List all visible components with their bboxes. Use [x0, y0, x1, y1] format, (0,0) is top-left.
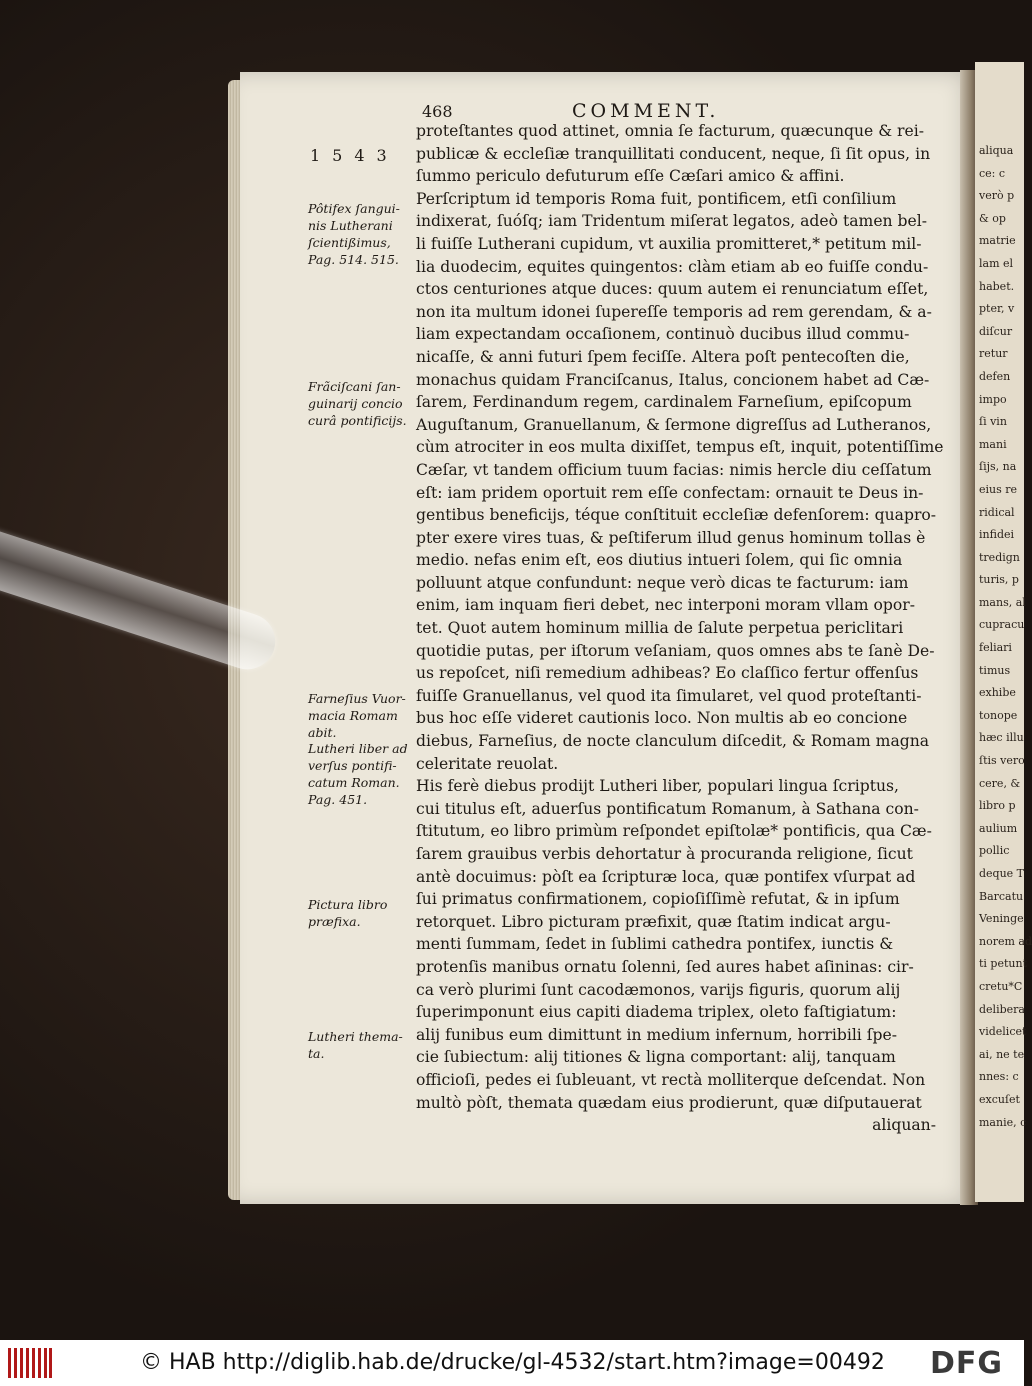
facing-page-line: matrie [979, 234, 1016, 248]
facing-page-line: habet. [979, 279, 1015, 293]
margin-note-line: abit. [308, 725, 337, 740]
margin-note-line: Farneſius Vuor- [308, 691, 406, 706]
margin-note-line: catum Roman. [308, 775, 400, 790]
body-line: proteſtantes quod attinet, omnia ſe facturum, quæcunque & rei- [416, 122, 924, 140]
facing-page-fragment [975, 62, 1032, 1202]
margin-note-line: Pictura libro [308, 897, 388, 912]
facing-page-line: pter, v [979, 302, 1015, 316]
body-line: lia duodecim, equites quingentos: clàm etiam ab eo fuiſſe condu- [416, 257, 929, 276]
body-line: Perſcriptum id temporis Roma fuit, pontificem, etſi conſilium [416, 189, 897, 208]
body-line: tet. Quot autem hominum millia de ſalute perpetua periclitari [416, 619, 904, 638]
body-text [416, 120, 944, 1137]
facing-page-line: timus [979, 663, 1011, 677]
facing-page-line: tredign [979, 550, 1020, 564]
body-line: ſtitutum, eo libro primùm reſpondet epiſtolæ* pontificis, qua Cæ- [416, 822, 932, 841]
body-line: ca verò plurimi ſunt cacodæmonos, varijs figuris, quorum alij [416, 980, 901, 999]
facing-page-line: libro p [979, 799, 1016, 813]
body-line: enim, iam inquam fieri debet, nec interponi moram vllam opor- [416, 596, 915, 615]
dfg-logo: DFG [930, 1346, 1004, 1381]
facing-page-line: pollic [979, 844, 1010, 858]
body-line: quotidie putas, per iſtorum veſaniam, quos omnes abs te ſanè De- [416, 641, 935, 660]
facing-page-line: videlicet [979, 1025, 1027, 1039]
facing-page-line: delibera [979, 1002, 1025, 1016]
body-line: Cæſar, vt tandem officium tuum facias: nimis hercle diu ceſſatum [416, 460, 932, 479]
body-line: bus hoc eſſe videret cautionis loco. Non multis ab eo concione [416, 709, 908, 728]
body-line: li fuiſſe Lutherani cupidum, vt auxilia promitteret,* petitum mil- [416, 234, 922, 253]
margin-note-line: Lutheri liber ad [308, 741, 408, 756]
facing-page-line: tonope [979, 708, 1018, 722]
margin-note-line: Lutheri thema- [308, 1029, 403, 1044]
margin-note [308, 200, 412, 268]
body-line: multò pòſt, themata quædam eius prodierunt, quæ diſputauerat [416, 1093, 922, 1112]
body-line: antè docuimus: pòſt ea ſcripturæ loca, quæ pontifex vſurpat ad [416, 867, 916, 886]
body-line: indixerat, ſuóſq; iam Tridentum miſerat legatos, adeò tamen bel- [416, 212, 928, 231]
body-line: medio. nefas enim eſt, eos diutius intueri ſolem, qui ſic omnia [416, 551, 903, 570]
body-line: cui titulus eſt, aduerſus pontificatum Romanum, à Sathana con- [416, 799, 919, 818]
margin-note-line: verſus pontifi- [308, 758, 397, 773]
facing-page-line: ſtis vero [979, 754, 1025, 768]
margin-note [308, 378, 412, 429]
footer-bar [0, 1340, 1024, 1386]
body-line: gentibus beneficijs, téque conſtituit eccleſiæ defenſorem: quapro- [416, 506, 937, 525]
facing-page-line: ſi vin [979, 415, 1007, 429]
body-line: celeritate reuolat. [416, 754, 559, 773]
body-line: publicæ & eccleſiæ tranquillitati conducent, neque, ſi ſit opus, in [416, 144, 931, 163]
facing-page-line: deque T [979, 867, 1025, 880]
facing-page-line: lam el [979, 256, 1014, 270]
body-line: eſt: iam pridem oportuit rem eſſe confectam: ornauit te Deus in- [416, 483, 924, 502]
body-line: monachus quidam Franciſcanus, Italus, concionem habet ad Cæ- [416, 370, 930, 389]
facing-page-line: defen [979, 369, 1011, 383]
facing-page-line: aulium [979, 821, 1018, 835]
body-line: His ferè diebus prodijt Lutheri liber, populari lingua ſcriptus, [416, 777, 899, 796]
facing-page-line: eius re [979, 482, 1018, 496]
facing-page-line: feliari [979, 641, 1012, 655]
margin-note [308, 1028, 412, 1062]
year-label: 1543 [310, 146, 399, 165]
margin-note-line: ſcientißimus, [308, 235, 391, 250]
footer-url[interactable]: © HAB http://diglib.hab.de/drucke/gl-4532/start.htm?image=00492 [140, 1350, 885, 1375]
facing-page-line: infidei [979, 528, 1015, 542]
body-line: diebus, Farneſius, de nocte clanculum diſcedit, & Romam magna [416, 732, 930, 751]
facing-page-line: aliqua [979, 144, 1014, 157]
margin-note [308, 690, 412, 741]
facing-page-line: nnes: c [979, 1070, 1019, 1084]
body-line: polluunt atque confundunt: neque verò dicas te facturum: iam [416, 573, 909, 592]
body-line: menti ſummam, ſedet in ſublimi cathedra pontifex, iunctis & [416, 935, 894, 954]
margin-note [308, 896, 412, 930]
body-line: pter exere vires tuas, & peſtiferum illud genus hominum tollas è [416, 528, 926, 547]
facing-page-line: exhibe [979, 686, 1016, 700]
body-line: ctos centuriones atque duces: quum autem ei renunciatum eſſet, [416, 280, 929, 299]
body-line: ſuperimponunt eius capiti diadema triplex, oleto faſtigiatum: [416, 1003, 897, 1022]
facing-page-line: mans, al [979, 595, 1026, 609]
body-line: alij funibus eum dimittunt in medium infernum, horribili ſpe- [416, 1025, 898, 1044]
body-line: fuiſſe Granuellanus, vel quod ita ſimularet, vel quod proteſtanti- [416, 686, 922, 705]
body-line: officioſi, pedes ei ſubleuant, vt rectà molliterque deſcendat. Non [416, 1070, 926, 1089]
margin-note-line: Pôtifex ſangui- [308, 201, 400, 216]
margin-note-line: Pag. 451. [308, 792, 368, 807]
facing-page-line: cupracu [979, 618, 1025, 632]
margin-note-line: nis Lutherani [308, 218, 393, 233]
facing-page-line: ridical [979, 505, 1015, 519]
body-line: ſummo periculo defuturum eſſe Cæſari amico & affini. [416, 167, 845, 186]
body-line: aliquan- [872, 1116, 936, 1135]
margin-note-line: guinarij concio [308, 396, 403, 411]
facing-page-line: ai, ne te [979, 1047, 1025, 1061]
margin-note-line: præfixa. [308, 914, 361, 929]
facing-page-line: mani [979, 437, 1007, 451]
body-line: ſui primatus confirmationem, copioſiſſimè refutat, & in ipſum [416, 890, 900, 909]
margin-note-line: ta. [308, 1046, 325, 1061]
body-line: cie ſubiectum: alij titiones & ligna comportant: alij, tanquam [416, 1048, 896, 1067]
body-line: retorquet. Libro picturam præfixit, quæ ſtatim indicat argu- [416, 912, 891, 931]
facing-page-line: ce: c [979, 166, 1006, 180]
hab-logo-icon [8, 1348, 52, 1378]
facing-page-line: norem ad [979, 934, 1032, 948]
facing-page-line: excuſet [979, 1092, 1020, 1106]
facing-page-line: verò p [979, 189, 1015, 203]
body-line: nicaſſe, & anni futuri ſpem feciſſe. Altera poſt pentecoſten die, [416, 347, 910, 366]
body-line: ſarem, Ferdinandum regem, cardinalem Farneſium, epiſcopum [416, 393, 912, 412]
body-line: ſarem grauibus verbis dehortatur à procuranda religione, ſicut [416, 845, 913, 863]
facing-page-line: turis, p [979, 573, 1019, 587]
facing-page-line: manie, c [979, 1115, 1027, 1129]
body-line: liam expectandam occaſionem, continuò ducibus illud commu- [416, 325, 910, 344]
page-number: 468 [422, 102, 453, 121]
facing-page-line: cretu*C [979, 979, 1023, 993]
margin-note-line: curâ pontificijs. [308, 413, 407, 428]
facing-page-line: impo [979, 392, 1007, 406]
facing-page-line: ſijs, na [979, 460, 1017, 474]
body-line: us repoſcet, niſi remedium adhibeas? Eo claſſico fertur offenſus [416, 664, 919, 683]
facing-page-line: diſcur [979, 324, 1013, 338]
facing-page-line: & op [979, 211, 1006, 225]
facing-page-line: cere, & [979, 776, 1021, 790]
facing-page-line: Barcatu [979, 889, 1024, 903]
facing-page-line: ti petunt [979, 957, 1027, 971]
margin-note [308, 740, 412, 808]
body-line: Auguſtanum, Granuellanum, & ſermone digreſſus ad Lutheranos, [416, 415, 932, 434]
facing-page-line: retur [979, 347, 1008, 361]
body-line: non ita multum idonei ſupereſſe temporis ad rem gerendam, & a- [416, 302, 932, 321]
running-head: COMMENT. [572, 100, 720, 122]
facing-page-line: Veninge [979, 912, 1024, 926]
facing-page-line: hæc illu [979, 731, 1024, 745]
margin-note-line: macia Romam [308, 708, 398, 723]
body-line: cùm atrociter in eos multa dixiſſet, tempus eſt, inquit, potentiſſime [416, 438, 944, 457]
margin-note-line: Frãciſcani ſan- [308, 379, 401, 394]
margin-note-line: Pag. 514. 515. [308, 252, 399, 267]
body-line: protenſis manibus ornatu ſolenni, ſed aures habet aſininas: cir- [416, 957, 914, 976]
